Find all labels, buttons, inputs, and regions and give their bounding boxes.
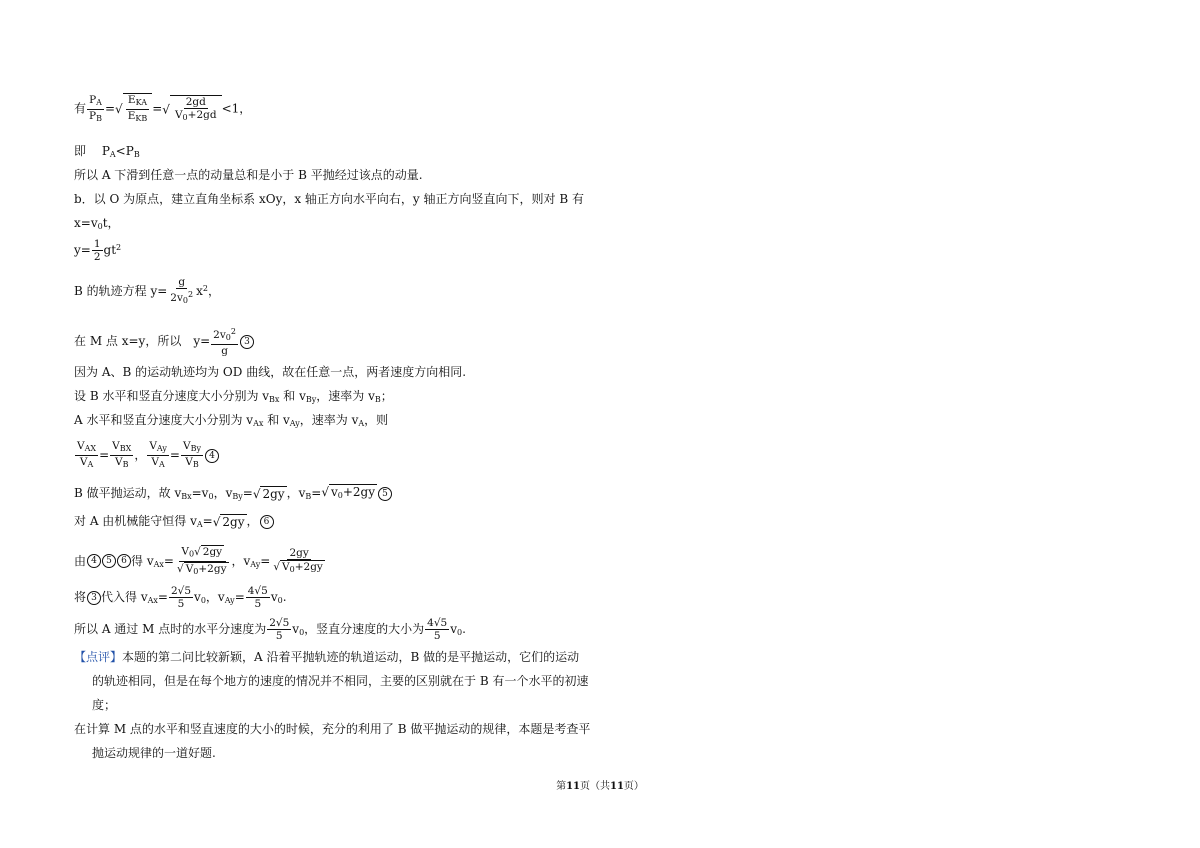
text: P bbox=[89, 109, 97, 122]
text: 在 M 点 x=y，所以 y= bbox=[74, 334, 211, 348]
text: gt bbox=[103, 243, 117, 257]
velocity-ratio-equation: $\frac{V_{AX}}{V_A}$ = $\frac{V_{BX}}{V_B}$ ， $\frac{V_{Ay}}{V_A}$ = $\frac{V_{By}}{V_B}$ 4 bbox=[74, 440, 219, 471]
text: = bbox=[242, 486, 253, 500]
text: 4√5 bbox=[247, 585, 268, 597]
text: 2 bbox=[93, 251, 101, 263]
text-line: 因为 A、B 的运动轨迹均为 OD 曲线，故在任意一点，两者速度方向相同. bbox=[74, 365, 467, 379]
text: 5 bbox=[177, 598, 185, 610]
subscript: Ax bbox=[147, 596, 158, 605]
comment-line: 在计算 M 点的水平和竖直速度的大小的时候，充分的利用了 B 做平抛运动的规律，本题是考查平 bbox=[74, 722, 591, 736]
subscript: Ax bbox=[153, 559, 164, 569]
radicand: 2gy bbox=[202, 546, 223, 558]
text: = bbox=[157, 590, 168, 604]
text: g bbox=[221, 345, 228, 357]
text: V bbox=[182, 440, 191, 452]
circled-number: 3 bbox=[87, 591, 101, 605]
text: v bbox=[450, 622, 458, 636]
subscript: Bx bbox=[181, 492, 192, 501]
text: 设 B 水平和竖直分速度大小分别为 v bbox=[74, 389, 270, 403]
subscript: 0 bbox=[200, 596, 206, 605]
subscript: AX bbox=[84, 444, 97, 453]
text: x bbox=[196, 284, 203, 298]
text: = bbox=[260, 553, 271, 568]
subscript: 0 bbox=[208, 492, 214, 501]
subscript: 0 bbox=[277, 596, 283, 605]
circled-number: 3 bbox=[240, 335, 254, 349]
subscript: 0 bbox=[457, 628, 463, 637]
text: 5 bbox=[433, 630, 441, 642]
equation: 由 4 5 6 得 $v_{Ax}=$ $\frac{V_0√ 2gy}{√ V_0+2gy}$ ，$v_{Ay}=$ $\frac{2gy}{√ V_0+2gy}$ bbox=[74, 545, 323, 576]
subscript: Ay bbox=[224, 596, 235, 605]
text: 2gd bbox=[185, 95, 206, 108]
text: E bbox=[127, 94, 136, 106]
subscript: By bbox=[305, 395, 317, 404]
text: V bbox=[79, 456, 88, 468]
text: V bbox=[77, 440, 85, 452]
text: ； bbox=[380, 389, 393, 403]
text: 2√5 bbox=[269, 617, 290, 629]
text: P bbox=[89, 93, 97, 106]
subscript: 0 bbox=[289, 564, 295, 574]
subscript: 0 bbox=[188, 549, 195, 559]
text: 2gy bbox=[289, 546, 309, 559]
text: V bbox=[282, 560, 290, 573]
text: 2√5 bbox=[170, 585, 192, 597]
comment-line: 的轨迹相同，但是在每个地方的速度的情况并不相同，主要的区别就在于 B 有一个水平的初速 bbox=[92, 674, 589, 688]
text: 4√5 bbox=[427, 617, 448, 629]
text: = bbox=[311, 486, 322, 500]
text: g bbox=[178, 276, 186, 288]
text: v bbox=[270, 590, 278, 604]
subscript: A bbox=[196, 520, 203, 529]
text: = bbox=[234, 590, 245, 604]
fraction bbox=[87, 94, 104, 125]
subscript: 0 bbox=[193, 566, 199, 576]
circled-number: 5 bbox=[378, 487, 392, 501]
text-line bbox=[74, 389, 393, 407]
subscript: Bx bbox=[269, 395, 280, 404]
text: 代入得 v bbox=[101, 590, 148, 604]
subscript: B bbox=[96, 113, 102, 123]
comment-line: 度； bbox=[92, 698, 117, 712]
text: 有 bbox=[74, 101, 87, 116]
text: 2v bbox=[213, 329, 226, 341]
circled-number: 6 bbox=[117, 554, 131, 568]
subscript: KA bbox=[135, 98, 148, 107]
text: y= bbox=[74, 243, 91, 257]
superscript: 2 bbox=[116, 243, 122, 252]
comment-line bbox=[74, 650, 579, 664]
text: ，速率为 v bbox=[299, 413, 359, 427]
text-line bbox=[74, 216, 120, 234]
text: +2gy bbox=[198, 562, 227, 575]
text: 所以 A 通过 M 点时的水平分速度为 bbox=[74, 622, 267, 636]
subscript: BX bbox=[119, 444, 132, 453]
text: = bbox=[163, 553, 174, 568]
text: 页（共 bbox=[580, 781, 610, 792]
equation bbox=[74, 326, 254, 357]
page-total: 11 bbox=[610, 781, 624, 792]
text-line: b．以 O 为原点，建立直角坐标系 xOy，x 轴正方向水平向右，y 轴正方向竖直向下，则对 B 有 bbox=[74, 192, 584, 206]
subscript: A bbox=[159, 460, 165, 469]
text: 第 bbox=[556, 781, 567, 792]
text: . bbox=[282, 590, 287, 604]
text: x=v bbox=[74, 216, 98, 230]
text: ，则 bbox=[364, 413, 389, 427]
text: ，v bbox=[205, 590, 225, 604]
comment-tag: 【点评】 bbox=[74, 650, 123, 664]
text: 5 bbox=[254, 598, 262, 610]
comment-line: 抛运动规律的一道好题. bbox=[92, 746, 216, 760]
equation bbox=[74, 585, 287, 610]
text-line bbox=[74, 144, 140, 162]
circled-number: 5 bbox=[102, 554, 116, 568]
text: 对 A 由机械能守恒得 v bbox=[74, 514, 197, 528]
superscript: 2 bbox=[230, 327, 236, 336]
text: =v bbox=[191, 486, 209, 500]
text: 即 P bbox=[74, 144, 110, 158]
text: t， bbox=[102, 216, 120, 230]
text-line bbox=[74, 413, 388, 431]
equation: B 做平抛运动，故 $v_{Bx}=v_0$，$v_{By}=√$ 2gy ，$v_B=√$ $v_0+2gy$ 5 bbox=[74, 484, 392, 504]
text: 5 bbox=[275, 630, 283, 642]
text: 由 bbox=[74, 553, 87, 568]
text: A 水平和竖直分速度大小分别为 v bbox=[74, 413, 254, 427]
text: ，速率为 v bbox=[316, 389, 375, 403]
equation bbox=[74, 276, 220, 307]
subscript: Ax bbox=[253, 419, 264, 428]
circled-number: 4 bbox=[87, 554, 101, 568]
equation bbox=[74, 617, 466, 642]
subscript: A bbox=[96, 97, 102, 107]
text: V bbox=[151, 456, 160, 468]
subscript: A bbox=[358, 419, 365, 428]
text: +2gy bbox=[342, 485, 375, 499]
radicand: 2gy bbox=[262, 487, 285, 501]
subscript: Ay bbox=[156, 444, 167, 453]
subscript: Ay bbox=[250, 559, 261, 569]
subscript: B bbox=[122, 460, 129, 469]
subscript: 0 bbox=[337, 491, 343, 500]
text: B 的轨迹方程 y= bbox=[74, 284, 168, 298]
subscript: 0 bbox=[299, 628, 305, 637]
subscript: KB bbox=[135, 114, 148, 123]
sqrt: √ $\frac{2gd}{V_0+2gd}$ bbox=[162, 95, 221, 124]
text: ， bbox=[246, 514, 259, 528]
text: . bbox=[462, 622, 466, 636]
subscript: 0 bbox=[182, 296, 189, 305]
subscript: A bbox=[87, 460, 94, 469]
subscript: Ay bbox=[289, 419, 300, 428]
text: V bbox=[112, 440, 120, 452]
sqrt: √ $\frac{E_{KA}}{E_{KB}}$ bbox=[115, 93, 152, 125]
superscript: 2 bbox=[202, 284, 208, 293]
text: = bbox=[104, 101, 116, 116]
circled-number: 4 bbox=[205, 449, 219, 463]
text: V bbox=[114, 456, 123, 468]
text: = bbox=[152, 101, 163, 116]
text: <P bbox=[115, 144, 134, 158]
text: v bbox=[194, 590, 201, 604]
text: V bbox=[185, 456, 193, 468]
text: 将 bbox=[74, 590, 87, 604]
text: V bbox=[185, 562, 194, 575]
subscript: By bbox=[232, 492, 243, 501]
text: ，v bbox=[213, 486, 233, 500]
page-footer bbox=[0, 777, 1200, 792]
text: = bbox=[202, 514, 213, 528]
text: ，v bbox=[231, 553, 251, 568]
text: V bbox=[149, 440, 157, 452]
text: 2v bbox=[170, 292, 183, 304]
text: ，竖直分速度的大小为 bbox=[304, 622, 425, 636]
text: +2gd bbox=[187, 108, 217, 121]
text: B 做平抛运动，故 v bbox=[74, 486, 182, 500]
momentum-ratio-equation bbox=[74, 93, 251, 125]
text: v bbox=[330, 485, 338, 499]
radicand: 2gy bbox=[222, 515, 245, 529]
page-number: 11 bbox=[566, 781, 580, 792]
text: ， bbox=[207, 284, 220, 298]
text: 本题的第二问比较新颖，A 沿着平抛轨迹的轨道运动，B 做的是平抛运动，它们的运动 bbox=[122, 650, 580, 664]
text: +2gy bbox=[294, 560, 323, 573]
subscript: By bbox=[190, 444, 201, 453]
subscript: 0 bbox=[182, 112, 188, 122]
subscript: B bbox=[374, 395, 381, 404]
subscript: B bbox=[133, 150, 140, 159]
text: V bbox=[174, 108, 183, 121]
superscript: 2 bbox=[188, 290, 194, 299]
text-line: 所以 A 下滑到任意一点的动量总和是小于 B 平抛经过该点的动量. bbox=[74, 168, 423, 182]
text: v bbox=[292, 622, 300, 636]
circled-number: 6 bbox=[260, 515, 274, 529]
equation: 对 A 由机械能守恒得 $v_A=√$ 2gy ， 6 bbox=[74, 514, 274, 532]
subscript: 0 bbox=[225, 333, 231, 342]
text: 和 v bbox=[279, 389, 306, 403]
text: E bbox=[127, 110, 136, 122]
subscript: B bbox=[192, 460, 199, 469]
text: <1， bbox=[221, 101, 252, 116]
equation bbox=[74, 238, 121, 263]
text: ，v bbox=[286, 486, 306, 500]
text: 和 v bbox=[263, 413, 290, 427]
text: 页） bbox=[623, 781, 644, 792]
subscript: 0 bbox=[97, 222, 103, 231]
text: V bbox=[181, 545, 189, 558]
subscript: A bbox=[109, 150, 116, 159]
text: 1 bbox=[93, 238, 101, 250]
subscript: B bbox=[305, 492, 312, 501]
text: 得 v bbox=[131, 553, 154, 568]
